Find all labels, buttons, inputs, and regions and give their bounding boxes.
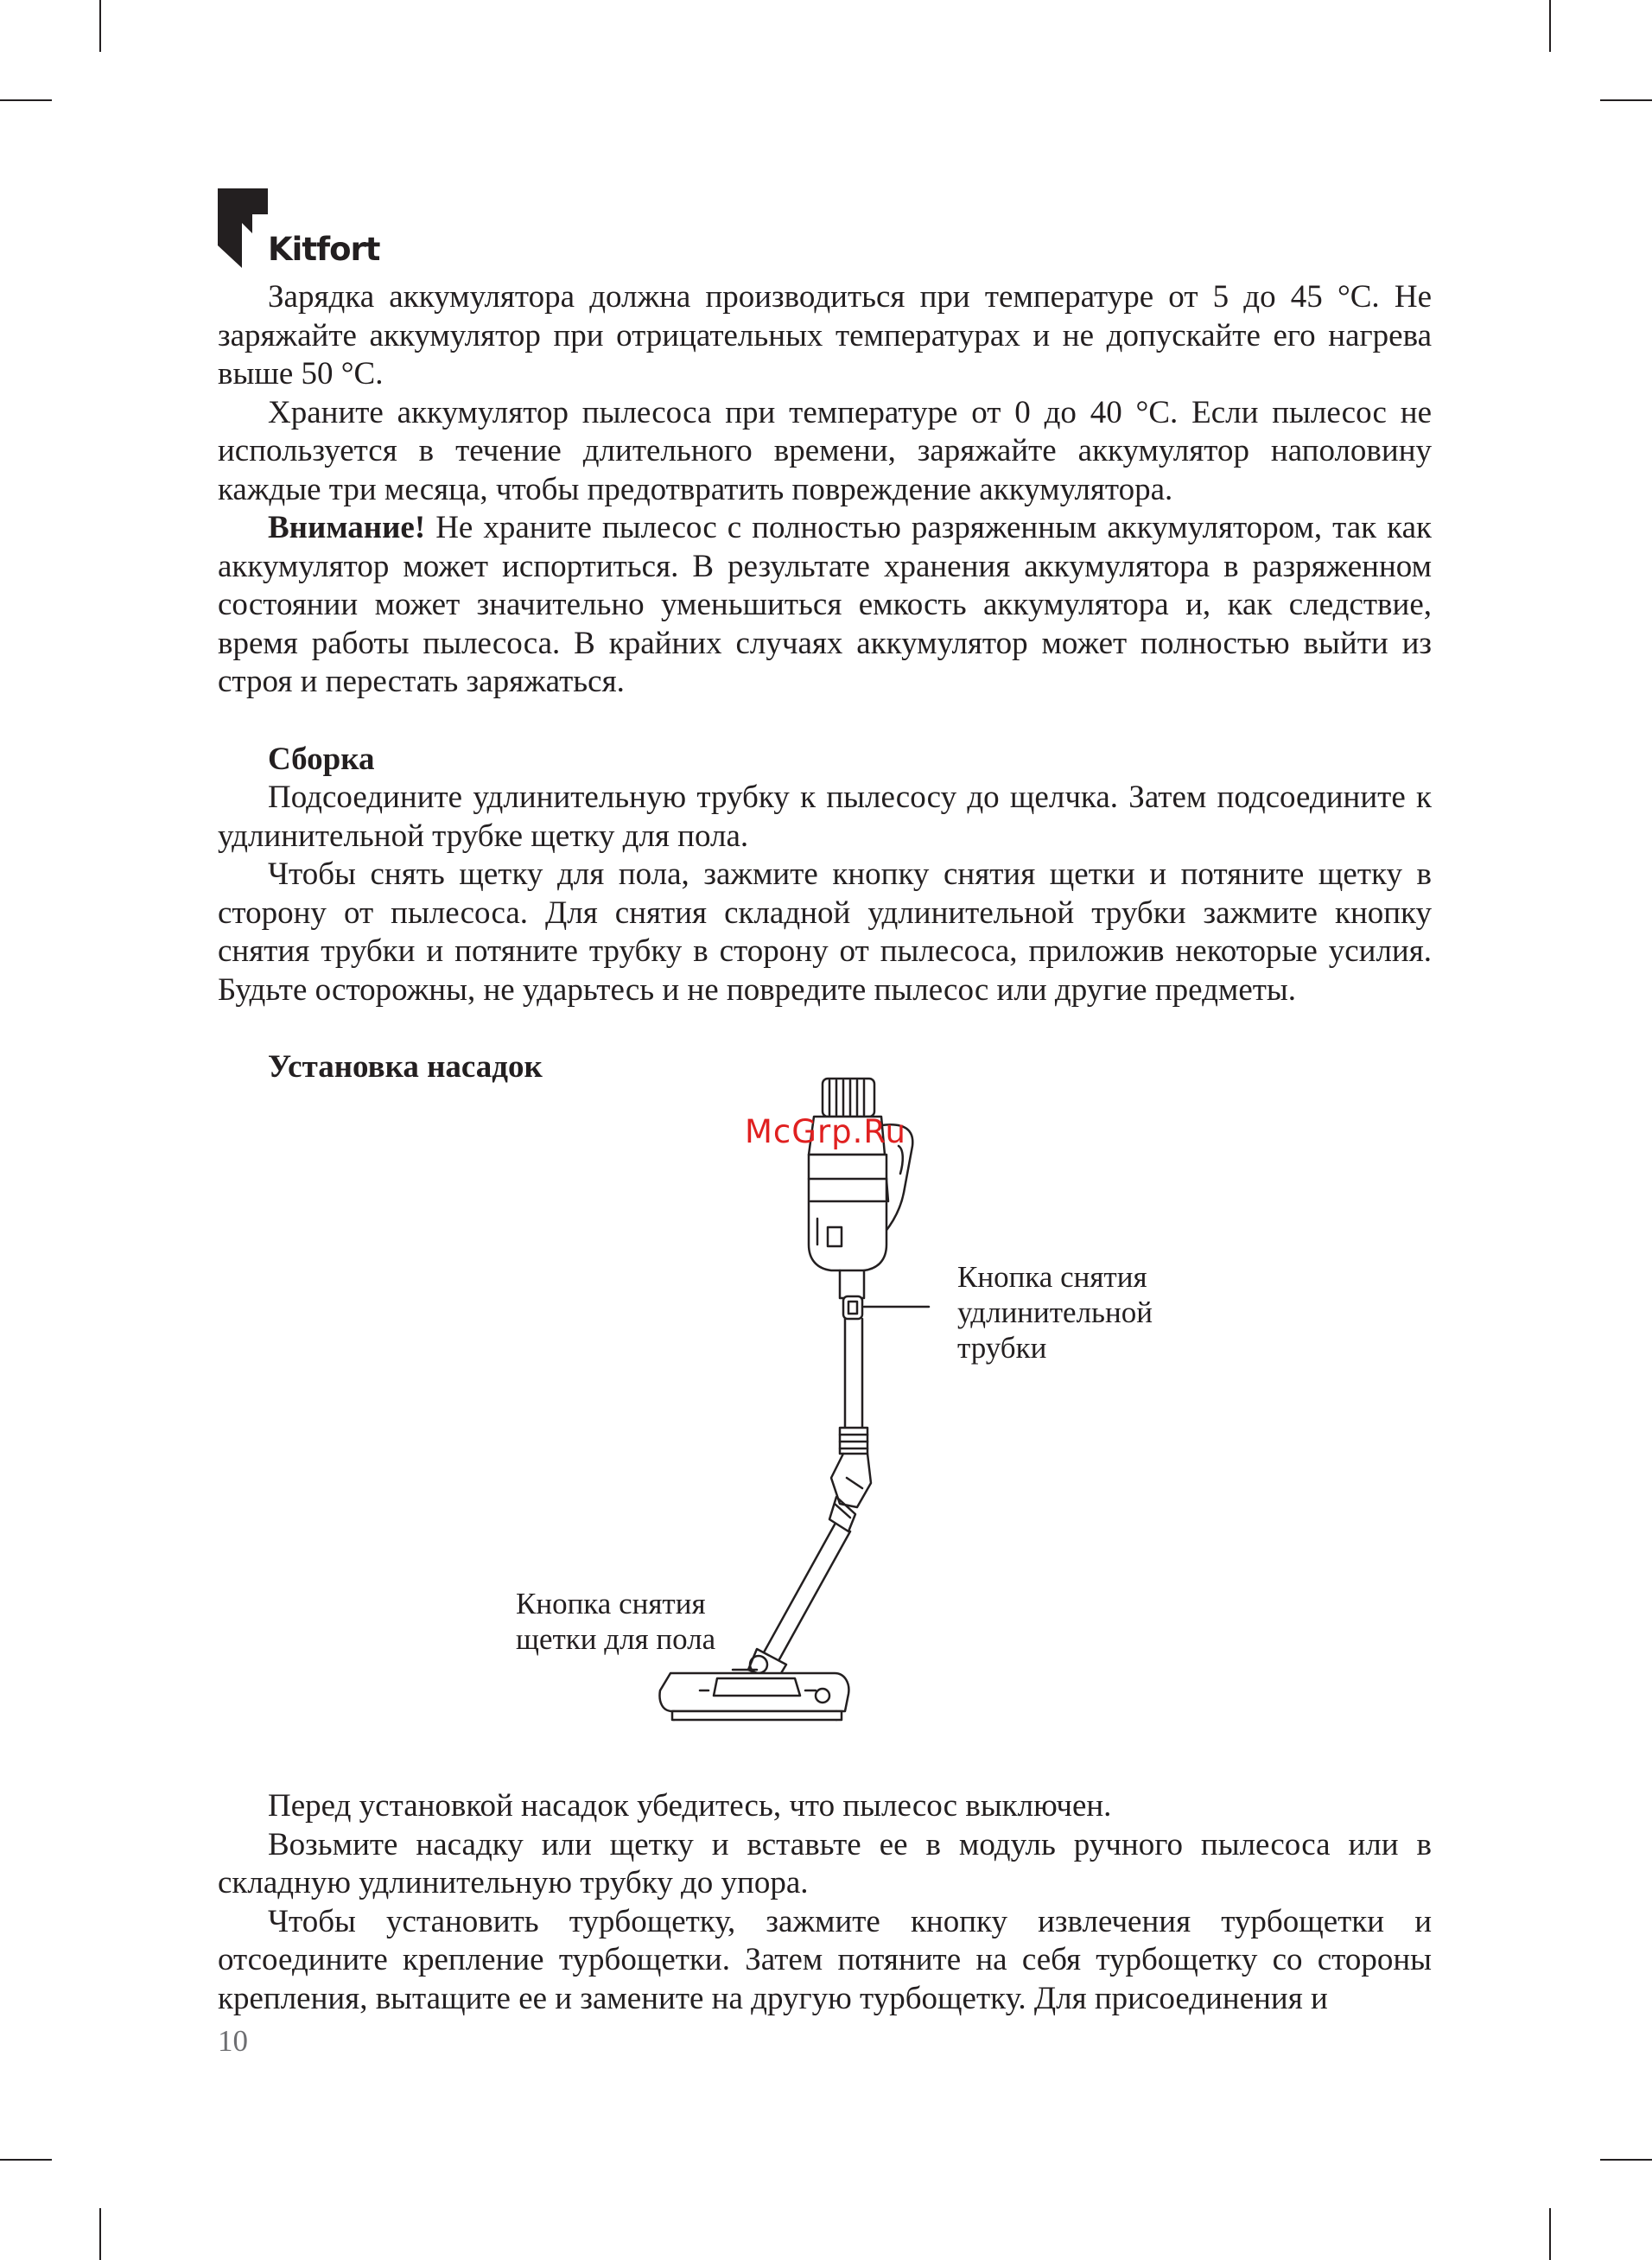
warning-label: Внимание! [268, 510, 426, 545]
crop-mark [1600, 2159, 1652, 2161]
crop-mark [1549, 0, 1551, 52]
assembly-heading: Сборка [268, 741, 375, 777]
callout-tube-line-3: трубки [957, 1331, 1047, 1365]
attachments-paragraph-3: Чтобы установить турбощетку, зажмите кнопку извлечения турбощетки и отсоедините крепление турбощетки. Затем потяните на себя турбощетку со стороны крепления, вытащите ее и замените на другую турбощетку. Для присоединения и [218, 1903, 1432, 2016]
page-number: 10 [218, 2024, 248, 2058]
callout-brush-line-1: Кнопка снятия [516, 1587, 706, 1620]
callout-brush-line-2: щетки для пола [516, 1622, 716, 1656]
charging-paragraph: Зарядка аккумулятора должна производиться при температуре от 5 до 45 °С. Не заряжайте аккумулятор при отрицательных температурах и не допускайте его нагрева выше 50 °С. [218, 279, 1432, 392]
crop-mark [1549, 2208, 1551, 2260]
callout-tube-release [957, 1259, 1153, 1366]
assembly-paragraph-1: Подсоедините удлинительную трубку к пылесосу до щелчка. Затем подсоедините к удлинительной трубке щетку для пола. [218, 780, 1432, 854]
crop-mark [1600, 99, 1652, 101]
text-column-top [218, 278, 1432, 1087]
assembly-paragraph-2: Чтобы снять щетку для пола, зажмите кнопку снятия щетки и потяните щетку в сторону от пылесоса. Для снятия складной удлинительной трубки зажмите кнопку снятия трубки и потяните трубку в сторону от пылесоса, приложив некоторые усилия. Будьте осторожны, не ударьтесь и не повредите пылесос или другие предметы. [218, 856, 1432, 1008]
callout-brush-release [516, 1586, 715, 1657]
watermark: McGrp.Ru [745, 1113, 906, 1150]
kitfort-logo-icon [218, 188, 268, 268]
brand-logo [218, 188, 382, 268]
warning-paragraph [218, 509, 1432, 702]
attachments-paragraph-2: Возьмите насадку или щетку и вставьте ее в модуль ручного пылесоса или в складную удлинительную трубку до упора. [218, 1826, 1432, 1900]
callout-tube-line-1: Кнопка снятия [957, 1260, 1147, 1294]
attachments-paragraph-1: Перед установкой насадок убедитесь, что пылесос выключен. [268, 1788, 1112, 1824]
crop-mark [99, 0, 101, 52]
attachments-heading: Установка насадок [268, 1049, 543, 1085]
crop-mark [99, 2208, 101, 2260]
crop-mark [0, 2159, 52, 2161]
vacuum-figure [501, 1072, 1244, 1737]
warning-text: Не храните пылесос с полностью разряженным аккумулятором, так как аккумулятор может испортиться. В результате хранения аккумулятора в разряженном состоянии может значительно уменьшиться емкость аккумулятора и, как следствие, время работы пылесоса. В крайних случаях аккумулятор может полностью выйти из строя и перестать заряжаться. [218, 510, 1432, 699]
text-column-bottom [218, 1787, 1432, 2018]
brand-name: Kitfort [268, 231, 380, 268]
callout-tube-line-2: удлинительной [957, 1296, 1153, 1329]
storage-paragraph: Храните аккумулятор пылесоса при температуре от 0 до 40 °С. Если пылесос не используется в течение длительного времени, заряжайте аккумулятор наполовину каждые три месяца, чтобы предотвратить повреждение аккумулятора. [218, 394, 1432, 507]
crop-mark [0, 99, 52, 101]
